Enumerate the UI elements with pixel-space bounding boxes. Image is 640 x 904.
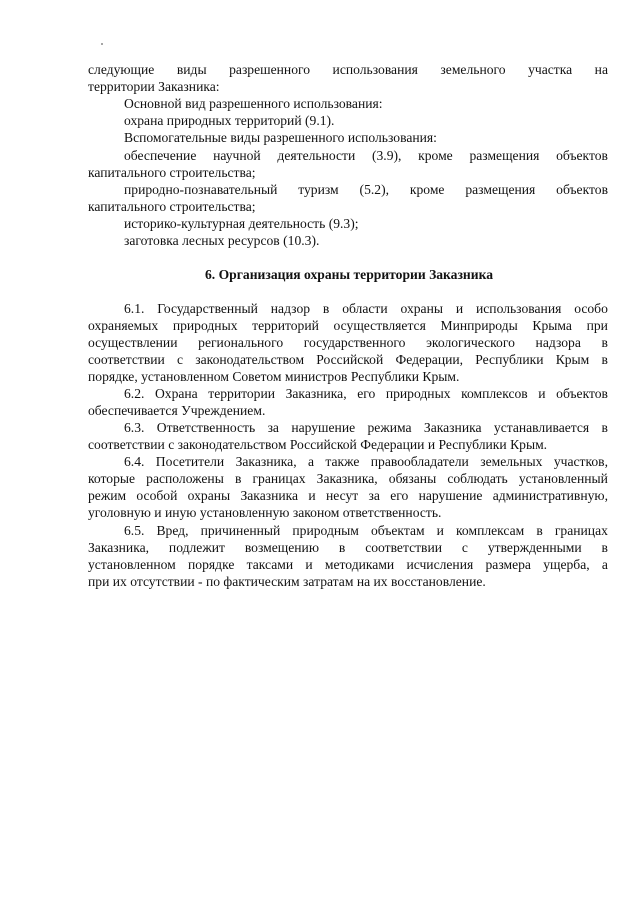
- word: кроме: [409, 182, 445, 197]
- main-use-item: охрана природных территорий (9.1).: [124, 113, 335, 128]
- p1-line-5: порядке, установленном Советом министров Республики Крым.: [88, 369, 460, 384]
- p1-line-2: [88, 317, 608, 334]
- word: следующие: [88, 62, 155, 77]
- word: в: [234, 471, 242, 486]
- word: нарушение: [418, 488, 483, 503]
- word: размещения: [469, 148, 540, 163]
- word: при: [586, 318, 608, 333]
- word: в: [338, 540, 346, 555]
- word: с: [461, 540, 468, 555]
- p3-line-1: [124, 419, 608, 436]
- p4-line-3: [88, 487, 608, 504]
- aux-use-item-2-line-1: [124, 181, 608, 198]
- word: экологического: [426, 335, 515, 350]
- word: Государственный: [157, 301, 258, 316]
- word: Посетители: [155, 454, 225, 469]
- p2-line-1: [124, 385, 608, 402]
- word: Охрана: [154, 386, 198, 401]
- aux-use-item-2-line-2: капитального строительства;: [88, 199, 256, 214]
- word: таксами: [246, 557, 294, 572]
- word: комплексам: [456, 523, 525, 538]
- word: Заказника: [423, 420, 482, 435]
- word: охраны: [187, 488, 231, 503]
- word: соответствии: [88, 352, 165, 367]
- word: объектам: [370, 523, 425, 538]
- word: территорий: [252, 318, 319, 333]
- word: (5.2),: [359, 182, 389, 197]
- scan-speck: [101, 43, 103, 45]
- word: в: [601, 352, 608, 367]
- word: за: [368, 488, 380, 503]
- section-6-title: 6. Организация охраны территории Заказника: [205, 267, 494, 282]
- word: комплексов: [461, 386, 528, 401]
- word: охраняемых: [88, 318, 159, 333]
- word: исчисления: [406, 557, 474, 572]
- word: установленном: [88, 557, 176, 572]
- word: размера: [485, 557, 531, 572]
- word: за: [267, 420, 279, 435]
- word: на: [594, 62, 608, 77]
- word: утвержденными: [487, 540, 582, 555]
- word: в: [601, 420, 608, 435]
- word: Федерации,: [395, 352, 464, 367]
- word: надзора: [535, 335, 581, 350]
- word: государственного: [303, 335, 406, 350]
- word: 6.4.: [124, 454, 145, 469]
- word: правообладатели: [370, 454, 469, 469]
- word: административную,: [492, 488, 608, 503]
- p5-line-3: [88, 556, 608, 573]
- word: установленный: [518, 471, 608, 486]
- word: осуществлении: [88, 335, 178, 350]
- word: с: [177, 352, 184, 367]
- word: природным: [292, 523, 359, 538]
- word: надзор: [270, 301, 311, 316]
- word: которые: [88, 471, 136, 486]
- p1-line-4: [88, 351, 608, 368]
- p1-line-1: [124, 300, 608, 317]
- intro-line-2: территории Заказника:: [88, 79, 220, 94]
- word: границах: [252, 471, 306, 486]
- word: охраны: [400, 301, 443, 316]
- word: обязаны: [388, 471, 437, 486]
- word: порядке: [188, 557, 235, 572]
- word: ущерба,: [543, 557, 590, 572]
- word: особой: [136, 488, 178, 503]
- word: природных: [385, 386, 451, 401]
- word: участка: [528, 62, 573, 77]
- word: Заказника,: [88, 540, 150, 555]
- word: в: [601, 540, 608, 555]
- word: возмещению: [244, 540, 319, 555]
- word: разрешенного: [229, 62, 311, 77]
- aux-use-item-3: историко-культурная деятельность (9.3);: [124, 216, 359, 231]
- word: территории: [208, 386, 276, 401]
- p5-line-2: [88, 539, 608, 556]
- word: 6.2.: [124, 386, 145, 401]
- word: режима: [367, 420, 412, 435]
- aux-use-item-1-line-1: [124, 147, 608, 164]
- word: и: [308, 488, 316, 503]
- word: обеспечение: [124, 148, 197, 163]
- word: особо: [574, 301, 608, 316]
- aux-use-heading: Вспомогательные виды разрешенного использования:: [124, 130, 437, 145]
- word: расположены: [146, 471, 224, 486]
- word: и: [305, 557, 313, 572]
- word: соответствии: [365, 540, 443, 555]
- word: научной: [213, 148, 261, 163]
- word: методиками: [324, 557, 395, 572]
- word: законодательством: [195, 352, 305, 367]
- word: в: [601, 335, 608, 350]
- word: несут: [325, 488, 359, 503]
- aux-use-item-4: заготовка лесных ресурсов (10.3).: [124, 233, 320, 248]
- p5-line-1: [124, 522, 608, 539]
- word: регионального: [198, 335, 284, 350]
- word: Республики: [475, 352, 544, 367]
- main-use-heading: Основной вид разрешенного использования:: [124, 96, 383, 111]
- word: туризм: [298, 182, 339, 197]
- intro-line-1: [88, 61, 608, 78]
- word: Крым: [555, 352, 590, 367]
- word: и: [538, 386, 546, 401]
- word: деятельности: [277, 148, 356, 163]
- word: области: [342, 301, 388, 316]
- word: осуществляется: [333, 318, 426, 333]
- word: а: [307, 454, 315, 469]
- word: Ответственность: [156, 420, 256, 435]
- word: 6.5.: [124, 523, 145, 538]
- word: Российской: [316, 352, 384, 367]
- p1-line-3: [88, 334, 608, 351]
- word: нарушение: [291, 420, 356, 435]
- word: объектов: [556, 386, 608, 401]
- word: Заказника: [240, 488, 299, 503]
- word: участков,: [553, 454, 608, 469]
- word: Вред,: [156, 523, 189, 538]
- word: в: [322, 301, 330, 316]
- word: размещения: [465, 182, 536, 197]
- p5-line-4: при их отсутствии - по фактическим затратам на их восстановление.: [88, 574, 486, 589]
- p2-line-2: обеспечивается Учреждением.: [88, 403, 266, 418]
- word: использования: [476, 301, 562, 316]
- word: земельного: [440, 62, 506, 77]
- p4-line-2: [88, 470, 608, 487]
- word: границах: [554, 523, 608, 538]
- word: его: [390, 488, 409, 503]
- p4-line-4: уголовную и иную установленную законом ответственность.: [88, 505, 442, 520]
- word: Крыма: [532, 318, 572, 333]
- p3-line-2: соответствии с законодательством Российской Федерации и Республики Крым.: [88, 437, 548, 452]
- word: Минприроды: [440, 318, 518, 333]
- word: 6.3.: [124, 420, 145, 435]
- word: подлежит: [168, 540, 225, 555]
- word: и: [455, 301, 464, 316]
- word: Заказника,: [316, 471, 378, 486]
- word: использования: [332, 62, 418, 77]
- word: Заказника,: [235, 454, 297, 469]
- word: также: [325, 454, 360, 469]
- word: природных: [172, 318, 238, 333]
- word: объектов: [556, 182, 608, 197]
- word: его: [357, 386, 376, 401]
- word: 6.1.: [124, 301, 145, 316]
- word: кроме: [418, 148, 453, 163]
- word: устанавливается: [493, 420, 590, 435]
- aux-use-item-1-line-2: капитального строительства;: [88, 165, 256, 180]
- word: а: [601, 557, 608, 572]
- word: земельных: [480, 454, 543, 469]
- word: причиненный: [200, 523, 281, 538]
- word: объектов: [556, 148, 608, 163]
- word: в: [536, 523, 543, 538]
- word: (3.9),: [371, 148, 402, 163]
- word: виды: [176, 62, 207, 77]
- word: Заказника,: [285, 386, 347, 401]
- word: и: [436, 523, 444, 538]
- p4-line-1: [124, 453, 608, 470]
- word: режим: [88, 488, 127, 503]
- word: природно-познавательный: [124, 182, 278, 197]
- word: соблюдать: [447, 471, 508, 486]
